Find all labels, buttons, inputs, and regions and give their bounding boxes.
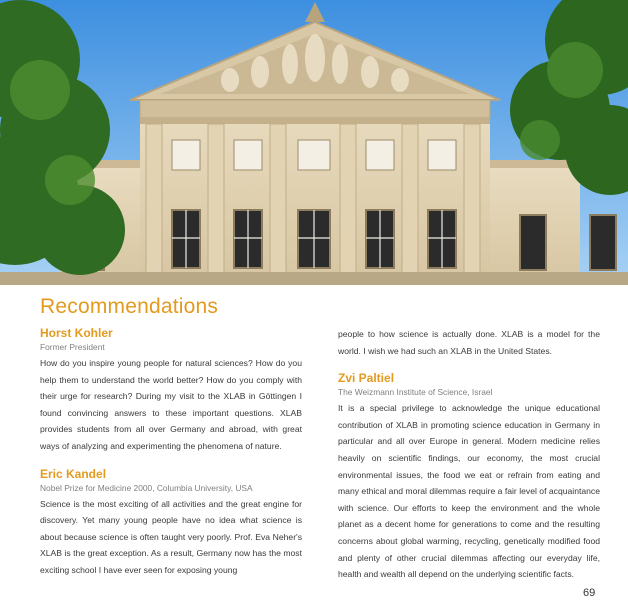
right-column (338, 326, 600, 583)
author-role: The Weizmann Institute of Science, Israel (338, 387, 493, 398)
author-name: Zvi Paltiel (338, 371, 395, 386)
recommendation-text: It is a special privilege to acknowledge the unique educational contribution of XLAB in promoting science education in Germany in particular and all over Europe in general. Modern medicine relies heavily on scientific findings, our economy, the most crucial environmental issues, the food we eat or refrain from eating and many ethical and moral dilemmas require a fair level of acquaintance with science. Our efforts to keep the environment and the whole planet as a decent home for generations to come and the resulting concerns about global warming, recycling, genetically modified food and plenty of other crucial dilemmas affecting our everyday life, health and wealth all depend on the underlying scientific facts. (338, 403, 600, 580)
left-column (40, 326, 302, 579)
page-number: 69 (583, 587, 596, 599)
recommendation-entry (338, 371, 600, 583)
author-role: Nobel Prize for Medicine 2000, Columbia University, USA (40, 482, 253, 493)
hero-photo-building (0, 0, 628, 285)
recommendation-entry (40, 326, 302, 455)
recommendation-text-continued: people to how science is actually done. XLAB is a model for the world. I wish we had such an XLAB in the United States. (338, 329, 600, 356)
author-name: Horst Kohler (40, 326, 113, 340)
recommendation-text: How do you inspire young people for natural sciences? How do you help them to understand the world better? How do you comply with their urge for research? During my visit to the XLAB in Göttingen I found convincing answers to these important questions. XLAB provides students from all over Germany and abroad, with great ways of analyzing and experimenting the phenomena of nature. (40, 358, 302, 451)
recommendation-entry (40, 467, 302, 579)
author-role: Former President (40, 342, 105, 352)
author-name: Eric Kandel (40, 466, 107, 481)
page-title: Recommendations (40, 295, 219, 318)
recommendation-text: Science is the most exciting of all activities and the great engine for discovery. Yet many young people have no idea what science is about because science is often taught very poorly. Prof. Eva Neher's XLAB is the great exception. As a result, Germany now has the most exciting school I have ever seen for exposing young (40, 498, 302, 575)
